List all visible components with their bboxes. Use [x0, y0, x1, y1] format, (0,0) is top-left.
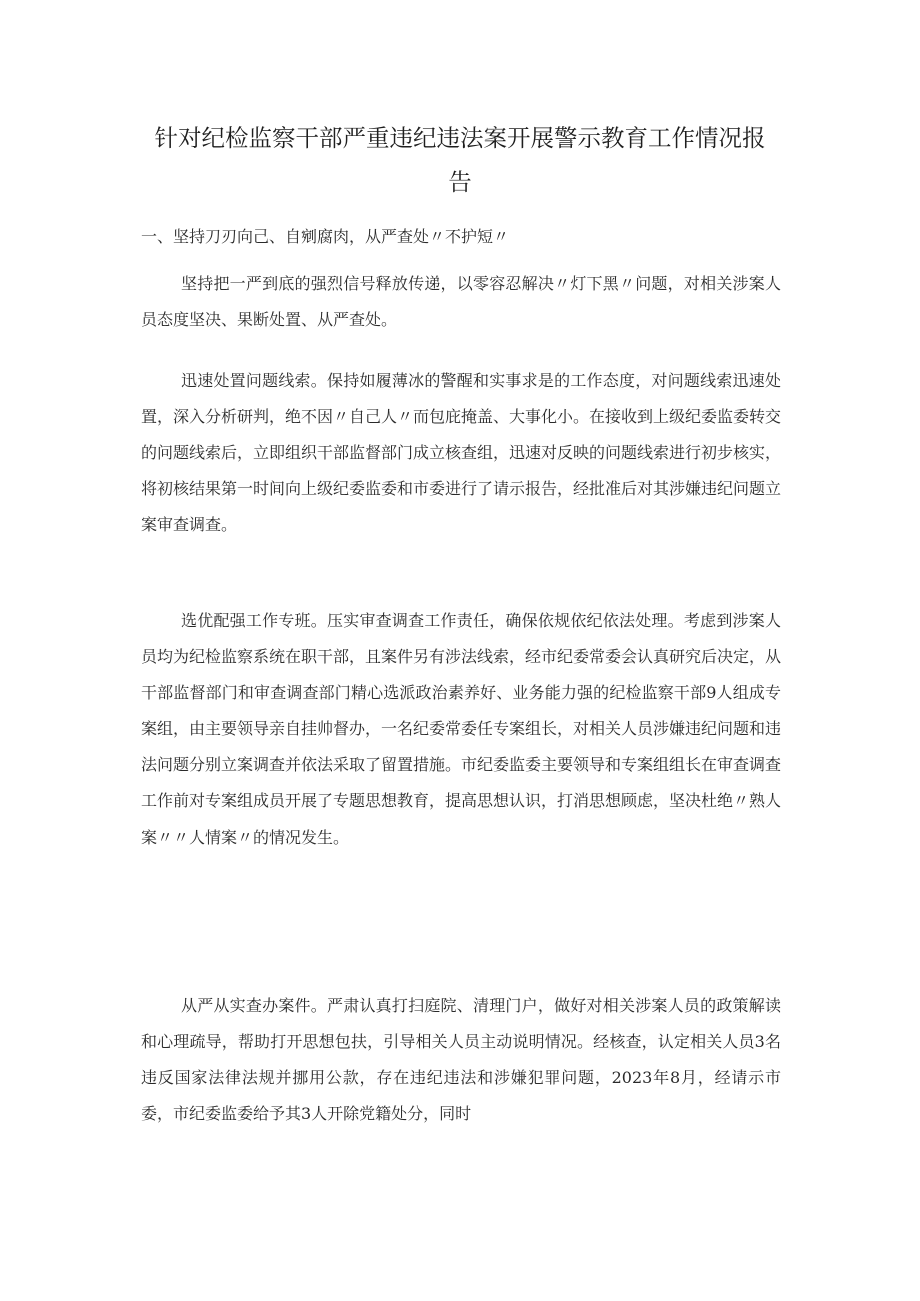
document-title: 针对纪检监察干部严重违纪违法案开展警示教育工作情况报告 — [154, 124, 766, 196]
paragraph-2: 迅速处置问题线索。保持如履薄冰的警醒和实事求是的工作态度，对问题线索迅速处置，深入分析研判，绝不因〃自己人〃而包庇掩盖、大事化小。在接收到上级纪委监委转交的问题线索后，立即组织干部监督部门成立核查组，迅速对反映的问题线索进行初步核实，将初核结果第一时间向上级纪委监委和市委进行了请示报告，经批准后对其涉嫌违纪问题立案审查调查。 — [141, 371, 782, 535]
paragraph-3: 选优配强工作专班。压实审查调查工作责任，确保依规依纪依法处理。考虑到涉案人员均为纪检监察系统在职干部，且案件另有涉法线索，经市纪委常委会认真研究后决定，从干部监督部门和审查调查部门精心选派政治素养好、业务能力强的纪检监察干部9人组成专案组，由主要领导亲自挂帅督办，一名纪委常委任专案组长，对相关人员涉嫌违纪问题和违法问题分别立案调查并依法采取了留置措施。市纪委监委主要领导和专案组组长在审查调查工作前对专案组成员开展了专题思想教育，提高思想认识，打消思想顾虑，坚决杜绝〃熟人案〃〃人情案〃的情况发生。 — [141, 611, 782, 847]
paragraph-1: 坚持把一严到底的强烈信号释放传递，以零容忍解决〃灯下黑〃问题，对相关涉案人员态度坚决、果断处置、从严查处。 — [141, 274, 781, 330]
paragraph-4: 从严从实查办案件。严肃认真打扫庭院、清理门户，做好对相关涉案人员的政策解读和心理疏导，帮助打开思想包扶，引导相关人员主动说明情况。经核查，认定相关人员3名违反国家法律法规并挪用公款，存在违纪违法和涉嫌犯罪问题，2023年8月，经请示市委，市纪委监委给予其3人开除党籍处分，同时 — [141, 996, 781, 1124]
section-heading: 一、坚持刀刃向己、自剜腐肉，从严查处〃不护短〃 — [141, 227, 510, 246]
